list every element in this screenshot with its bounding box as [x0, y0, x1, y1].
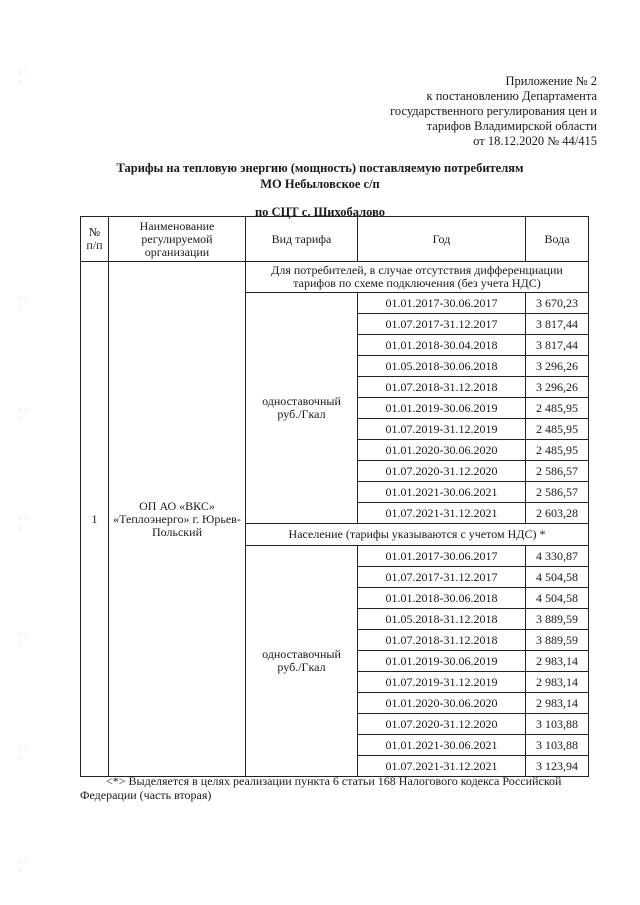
- appendix-line: Приложение № 2: [505, 74, 597, 88]
- water-value-cell: 4 504,58: [526, 567, 589, 588]
- period-cell: 01.01.2017-30.06.2017: [358, 293, 526, 314]
- period-cell: 01.07.2020-31.12.2020: [358, 461, 526, 482]
- water-value-cell: 2 586,57: [526, 461, 589, 482]
- water-value-cell: 3 889,59: [526, 609, 589, 630]
- period-cell: 01.01.2019-30.06.2019: [358, 651, 526, 672]
- title-line-1: Тарифы на тепловую энергию (мощность) поставляемую потребителям: [116, 161, 524, 175]
- water-value-cell: 3 123,94: [526, 756, 589, 777]
- appendix-line: к постановлению Департамента: [426, 89, 597, 103]
- tariffs-table: [80, 216, 589, 777]
- water-value-cell: 2 983,14: [526, 672, 589, 693]
- appendix-line: тарифов Владимирской области: [426, 119, 597, 133]
- header-type: Вид тарифа: [246, 217, 358, 262]
- period-cell: 01.07.2020-31.12.2020: [358, 714, 526, 735]
- period-cell: 01.01.2020-30.06.2020: [358, 440, 526, 461]
- row-number: 1: [81, 262, 109, 777]
- water-value-cell: 3 103,88: [526, 735, 589, 756]
- water-value-cell: 2 983,14: [526, 693, 589, 714]
- group-label: Для потребителей, в случае отсутствия дифференциации тарифов по схеме подключения (без учета НДС): [246, 262, 589, 293]
- water-value-cell: 3 817,44: [526, 335, 589, 356]
- period-cell: 01.01.2018-30.06.2018: [358, 588, 526, 609]
- period-cell: 01.01.2020-30.06.2020: [358, 693, 526, 714]
- water-value-cell: 3 889,59: [526, 630, 589, 651]
- water-value-cell: 3 817,44: [526, 314, 589, 335]
- scan-mark: · · ·: [18, 68, 29, 86]
- scan-mark: · · ·: [18, 405, 29, 423]
- period-cell: 01.07.2018-31.12.2018: [358, 630, 526, 651]
- period-cell: 01.01.2021-30.06.2021: [358, 735, 526, 756]
- group-header-row: [81, 262, 589, 293]
- document-title: [0, 160, 640, 192]
- period-cell: 01.01.2018-30.04.2018: [358, 335, 526, 356]
- water-value-cell: 2 603,28: [526, 503, 589, 524]
- header-water: Вода: [526, 217, 589, 262]
- water-value-cell: 3 103,88: [526, 714, 589, 735]
- water-value-cell: 2 485,95: [526, 398, 589, 419]
- period-cell: 01.07.2019-31.12.2019: [358, 419, 526, 440]
- appendix-line: государственного регулирования цен и: [390, 104, 597, 118]
- period-cell: 01.01.2019-30.06.2019: [358, 398, 526, 419]
- water-value-cell: 2 485,95: [526, 440, 589, 461]
- water-value-cell: 2 485,95: [526, 419, 589, 440]
- period-cell: 01.07.2018-31.12.2018: [358, 377, 526, 398]
- tariffs-table-body: [81, 217, 589, 777]
- period-cell: 01.07.2017-31.12.2017: [358, 567, 526, 588]
- tariff-type: одноставочный руб./Гкал: [246, 293, 358, 524]
- period-cell: 01.05.2018-30.06.2018: [358, 356, 526, 377]
- water-value-cell: 3 296,26: [526, 356, 589, 377]
- period-cell: 01.05.2018-31.12.2018: [358, 609, 526, 630]
- title-line-2: МО Небыловское с/п: [260, 177, 380, 191]
- water-value-cell: 2 983,14: [526, 651, 589, 672]
- period-cell: 01.07.2019-31.12.2019: [358, 672, 526, 693]
- footnote: <*> Выделяется в целях реализации пункта 6 статьи 168 Налогового кодекса Российской Федерации (часть вторая): [80, 774, 562, 802]
- appendix-block: [390, 74, 597, 149]
- water-value-cell: 4 504,58: [526, 588, 589, 609]
- document-subtitle: по СЦТ с. Шихобалово: [254, 205, 386, 219]
- period-cell: 01.07.2021-31.12.2021: [358, 503, 526, 524]
- period-cell: 01.07.2021-31.12.2021: [358, 756, 526, 777]
- scan-mark: · · ·: [18, 858, 29, 876]
- water-value-cell: 3 296,26: [526, 377, 589, 398]
- scan-mark: · · ·: [18, 294, 29, 312]
- water-value-cell: 4 330,87: [526, 546, 589, 567]
- header-org: Наименование регулируемой организации: [109, 217, 246, 262]
- scan-mark: · · ·: [18, 745, 29, 763]
- tariff-type: одноставочный руб./Гкал: [246, 546, 358, 777]
- appendix-line: от 18.12.2020 № 44/415: [473, 134, 597, 148]
- header-num: № п/п: [81, 217, 109, 262]
- water-value-cell: 2 586,57: [526, 482, 589, 503]
- scan-mark: · · ·: [18, 630, 29, 648]
- scan-mark: · · ·: [18, 515, 29, 533]
- period-cell: 01.07.2017-31.12.2017: [358, 314, 526, 335]
- period-cell: 01.01.2021-30.06.2021: [358, 482, 526, 503]
- table-header-row: [81, 217, 589, 262]
- water-value-cell: 3 670,23: [526, 293, 589, 314]
- organization-name: ОП АО «ВКС» «Теплоэнерго» г. Юрьев-Польский: [109, 262, 246, 777]
- header-year: Год: [358, 217, 526, 262]
- group-label: Население (тарифы указываются с учетом НДС) *: [246, 524, 589, 546]
- period-cell: 01.01.2017-30.06.2017: [358, 546, 526, 567]
